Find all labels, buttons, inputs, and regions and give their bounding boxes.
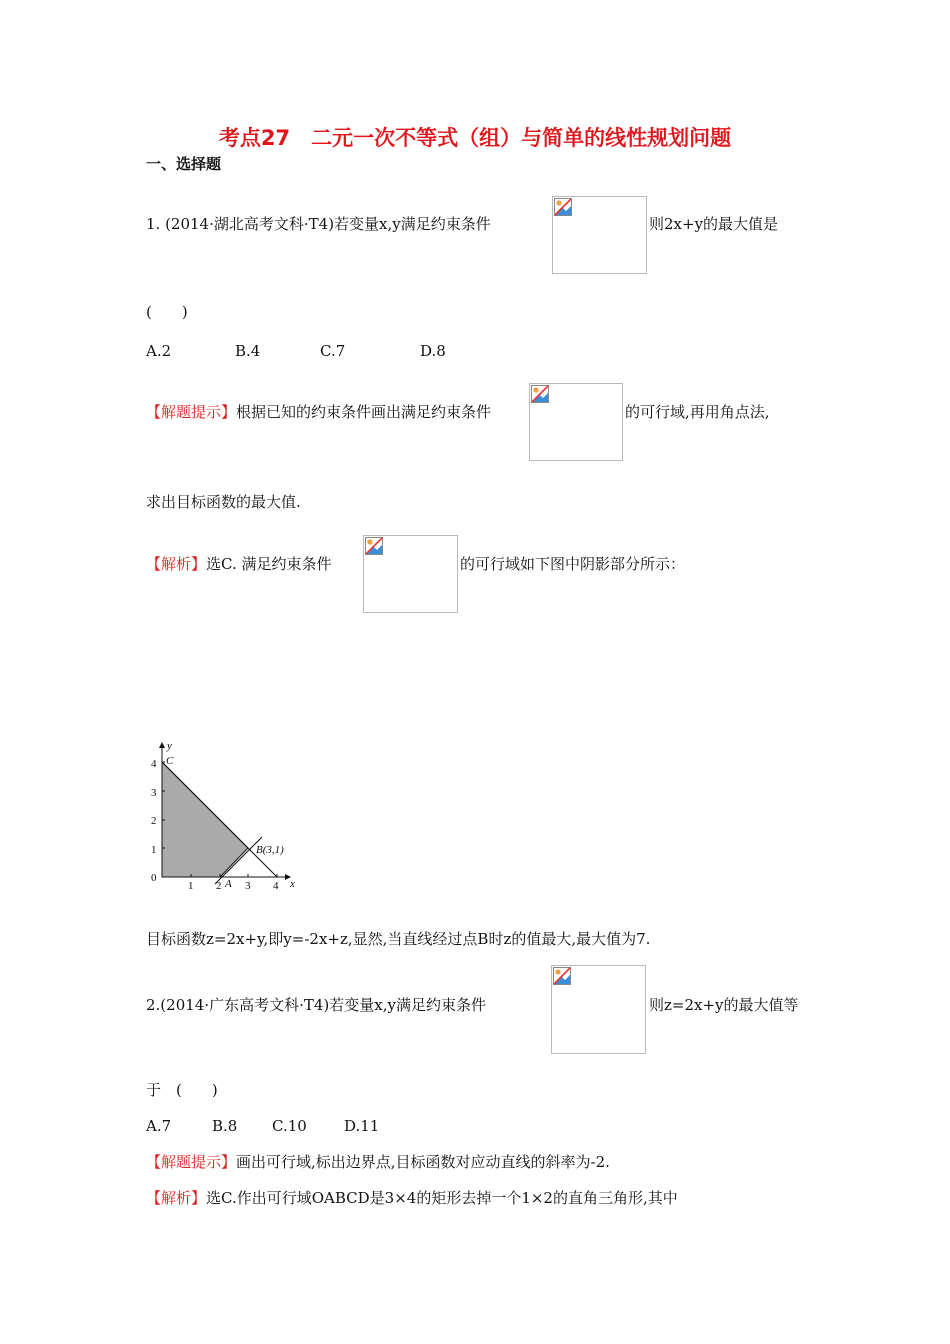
q1-constraint-image [552, 196, 647, 274]
section-heading: 一、选择题 [146, 155, 222, 173]
q1-hint-continued: 的可行域,再用角点法, [625, 403, 770, 421]
q2-stem-tail: 于 ( ) [146, 1081, 218, 1099]
broken-image-icon [553, 967, 571, 985]
q2-stem-start: 2.(2014·广东高考文科·T4)若变量x,y满足约束条件 [146, 996, 486, 1014]
point-c-label: C [166, 755, 174, 767]
y-tick-1: 1 [151, 844, 157, 856]
y-tick-0: 0 [151, 872, 157, 884]
point-b-label: B(3,1) [256, 844, 284, 856]
broken-image-icon [365, 537, 383, 555]
q1-option-a: A.2 [146, 342, 172, 360]
q1-answer-paren: ( ) [146, 303, 188, 321]
broken-image-icon [531, 385, 549, 403]
y-axis-label: y [167, 740, 172, 752]
feasible-region-graph [140, 735, 310, 895]
q2-option-c: C.10 [272, 1117, 307, 1135]
q1-hint-end: 求出目标函数的最大值. [146, 493, 301, 511]
q2-solution-text: 选C.作出可行域OABCD是3×4的矩形去掉一个1×2的直角三角形,其中 [206, 1189, 678, 1207]
page-title: 考点27 二元一次不等式（组）与简单的线性规划问题 [218, 126, 732, 150]
q1-hint-text: 根据已知的约束条件画出满足约束条件 [236, 403, 492, 421]
q2-solution [146, 1188, 678, 1208]
q2-option-a: A.7 [146, 1117, 172, 1135]
q2-solution-label: 【解析】 [146, 1189, 207, 1207]
q1-option-d: D.8 [420, 342, 446, 360]
y-tick-2: 2 [151, 815, 157, 827]
x-tick-1: 1 [188, 880, 194, 892]
q1-solution-text: 选C. 满足约束条件 [206, 555, 332, 573]
point-a-label: A [225, 878, 232, 890]
q1-solution-label: 【解析】 [146, 555, 207, 573]
q1-hint-constraint-image [529, 383, 623, 461]
q1-hint [146, 402, 491, 422]
q1-hint-label: 【解题提示】 [146, 403, 237, 421]
q1-conclusion: 目标函数z=2x+y,即y=-2x+z,显然,当直线经过点B时z的值最大,最大值为7. [146, 930, 651, 948]
y-tick-4: 4 [151, 758, 157, 770]
q1-option-c: C.7 [320, 342, 346, 360]
q1-solution-constraint-image [363, 535, 458, 613]
q2-option-d: D.11 [344, 1117, 380, 1135]
q2-hint-label: 【解题提示】 [146, 1153, 237, 1171]
x-tick-2: 2 [216, 880, 222, 892]
q2-hint-text: 画出可行域,标出边界点,目标函数对应动直线的斜率为-2. [236, 1153, 610, 1171]
x-axis-label: x [290, 878, 295, 890]
q1-stem-end: 则2x+y的最大值是 [649, 215, 779, 233]
y-tick-3: 3 [151, 787, 157, 799]
q2-hint [146, 1152, 610, 1172]
q1-option-b: B.4 [235, 342, 261, 360]
x-tick-4: 4 [273, 880, 279, 892]
shaded-feasible-region [162, 762, 248, 877]
q2-option-b: B.8 [212, 1117, 238, 1135]
q2-stem-end: 则z=2x+y的最大值等 [649, 996, 799, 1014]
x-tick-3: 3 [245, 880, 251, 892]
q1-solution-continued: 的可行域如下图中阴影部分所示： [460, 555, 686, 573]
q1-stem-start: 1. (2014·湖北高考文科·T4)若变量x,y满足约束条件 [146, 215, 491, 233]
broken-image-icon [554, 198, 572, 216]
q2-constraint-image [551, 965, 646, 1054]
q1-solution [146, 554, 332, 574]
